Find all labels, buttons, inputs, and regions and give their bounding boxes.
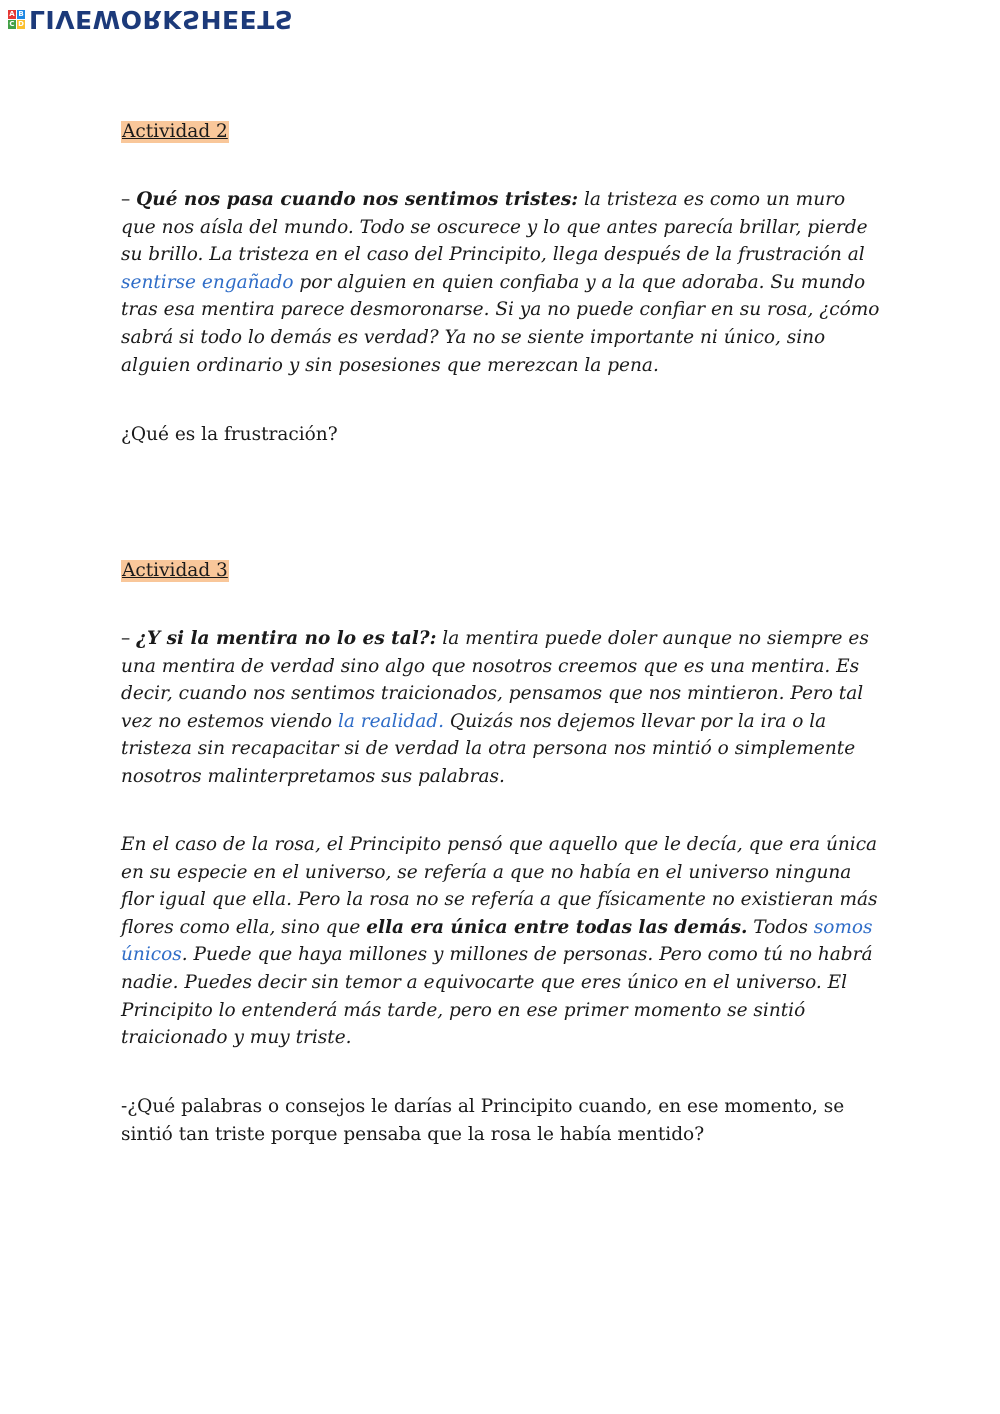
actividad-2-lead: Qué nos pasa cuando nos sentimos tristes: <box>136 189 579 210</box>
logo-text: LIVEWORKSHEETS <box>29 5 294 34</box>
actividad-3-paragraph-1: – ¿Y si la mentira no lo es tal?: la mentira puede doler aunque no siempre es una mentira de verdad sino algo que nosotros creemos que es una mentira. Es decir, cuando nos sentimos traicionados, pensamos que nos mintieron. Pero tal vez no estemos viendo la realidad. Quizás nos dejemos llevar por la ira o la tristeza sin recapacitar si de verdad la otra persona nos mintió o simplemente nosotros malinterpretamos sus palabras. <box>121 628 869 787</box>
actividad-2-heading: Actividad 2 <box>122 121 228 142</box>
actividad-2-question: ¿Qué es la frustración? <box>121 424 338 445</box>
emphasis-unica: ella era única entre todas las demás. <box>366 916 748 938</box>
link-somos-unicos[interactable]: somos únicos <box>121 916 873 966</box>
actividad-3-heading: Actividad 3 <box>122 560 228 581</box>
link-la-realidad[interactable]: la realidad. <box>337 710 445 732</box>
actividad-2-paragraph: – Qué nos pasa cuando nos sentimos tristes: la tristeza es como un muro que nos aísla del mundo. Todo se oscurece y lo que antes parecía brillar, pierde su brillo. La tristeza en el caso del Principito, llega después de la frustración al sentirse engañado por alguien en quien confiaba y a la que adoraba. Su mundo tras esa mentira parece desmoronarse. Si ya no puede confiar en su rosa, ¿cómo sabrá si todo lo demás es verdad? Ya no se siente importante ni único, sino alguien ordinario y sin posesiones que merezcan la pena. <box>121 189 880 376</box>
link-sentirse-enganado[interactable]: sentirse engañado <box>121 271 294 293</box>
actividad-3-paragraph-2: En el caso de la rosa, el Principito pensó que aquello que le decía, que era única en su especie en el universo, se refería a que no había en el universo ninguna flor igual que ella. Pero la rosa no se refería a que físicamente no existieran más flores como ella, sino que ella era única entre todas las demás. Todos somos únicos. Puede que haya millones y millones de personas. Pero como tú no habrá nadie. Puedes decir sin temor a equivocarte que eres único en el universo. El Principito lo entenderá más tarde, pero en ese primer momento se sintió traicionado y muy triste. <box>121 834 878 1049</box>
actividad-3-lead: ¿Y si la mentira no lo es tal?: <box>136 628 437 649</box>
liveworksheets-logo <box>8 6 293 32</box>
logo-blocks-icon: A B C D <box>9 9 24 28</box>
actividad-3-question: -¿Qué palabras o consejos le darías al Principito cuando, en ese momento, se sintió tan triste porque pensaba que la rosa le había mentido? <box>121 1096 845 1145</box>
